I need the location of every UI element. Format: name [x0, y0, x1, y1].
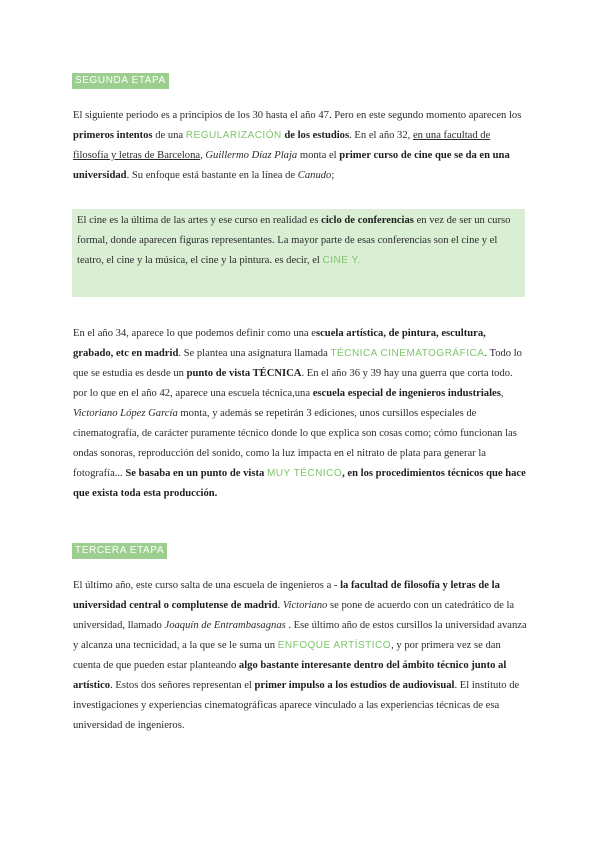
section-heading-segunda-etapa: SEGUNDA ETAPA	[72, 73, 169, 89]
section-heading-tercera-etapa: TERCERA ETAPA	[72, 543, 167, 559]
paragraph-segunda-etapa-intro	[73, 106, 528, 186]
text: . Su enfoque está bastante en la línea de	[126, 170, 298, 181]
text: El último año, este curso salta de una escuela de ingenieros a -	[73, 580, 341, 591]
text: . El instituto de investigaciones y experiencias cinematográficas aparece vinculado a las experiencias técnicas de esa universidad de ingenieros.	[73, 680, 520, 731]
text: . Ese último año de estos cursillos la universidad avanza y alcanza una tecnicidad, a la que se le suma un	[73, 620, 527, 651]
bold-text: escuela especial de ingenieros industriales	[312, 388, 501, 399]
bold-text: , en los procedimientos técnicos que hace que exista toda esta producción.	[73, 468, 526, 499]
text: ;	[331, 170, 335, 181]
text: de una	[152, 130, 186, 141]
text: El siguiente periodo es a principios de los 30 hasta el año 47. Pero en este segundo momento aparecen los	[73, 110, 522, 121]
text: ,	[200, 150, 206, 161]
bold-text: primeros intentos	[73, 130, 153, 141]
bold-text: la facultad de filosofía y letras de la universidad central o complutense de madrid	[73, 580, 500, 611]
highlight-text: CINE Y.	[322, 255, 361, 266]
text: monta el	[297, 150, 340, 161]
highlight-text: TÉCNICA CINEMATOGRÁFICA	[330, 348, 485, 359]
bold-text: Se basaba en un punto de vista	[125, 468, 267, 479]
italic-text: Victoriano	[282, 600, 328, 611]
text: se pone de acuerdo con un catedrático de la universidad, llamado	[73, 600, 515, 631]
text: . En el año 36 y 39 hay una guerra que corta todo. por lo que en el año 42, aparece una escuela técnica,una	[73, 368, 513, 399]
text: , y por primera vez se dan cuenta de que pueden estar planteando	[73, 640, 501, 671]
italic-text: Joaquín de Entrambasagnas	[164, 620, 286, 631]
underlined-text: en una facultad de filosofía y letras de Barcelona	[73, 130, 491, 161]
bold-text: punto de vista TÉCNICA	[186, 368, 302, 379]
bold-text: algo bastante interesante dentro del ámbito técnico junto al artístico	[73, 660, 507, 691]
text: en vez de ser un curso formal, donde aparecen figuras representantes. La mayor parte de esas conferencias son el cine y el teatro, el cine y la música, el cine y la pintura. es decir, el	[77, 215, 511, 266]
text: En el año 34, aparece lo que podemos definir como una e	[73, 328, 316, 339]
highlight-text: REGULARIZACIÓN	[185, 130, 282, 141]
text: . Se plantea una asignatura llamada	[178, 348, 331, 359]
text: El cine es la última de las artes y ese curso en realidad es	[77, 215, 322, 226]
italic-text: Victoriano López García	[73, 408, 178, 419]
italic-text: Canudo	[297, 170, 332, 181]
bold-text: ciclo de conferencias	[321, 215, 414, 226]
bold-text: primer impulso a los estudios de audiovisual	[254, 680, 455, 691]
bold-text: scuela artística, de pintura, escultura, grabado, etc en madrid	[73, 328, 486, 359]
text: .	[277, 600, 283, 611]
callout-box	[72, 209, 525, 297]
paragraph-segunda-etapa-body	[73, 324, 528, 504]
text: ,	[500, 388, 504, 399]
text: monta, y además se repetirán 3 ediciones, unos cursillos especiales de cinematografía, de carácter puramente técnico donde lo que explica son cosas como; cómo funcionan las ondas sonoras, reproducción del sonido, como la luz impacta en el nitrato de plata para generar la fotografía...	[73, 408, 517, 479]
text: . Todo lo que se estudia es desde un	[73, 348, 522, 379]
text: . Estos dos señores representan el	[110, 680, 255, 691]
bold-text: primer curso de cine que se da en una universidad	[73, 150, 510, 181]
bold-text: de los estudios	[281, 130, 350, 141]
paragraph-tercera-etapa	[73, 576, 528, 736]
italic-text: Guillermo Díaz Plaja	[205, 150, 298, 161]
text: . En el año 32,	[349, 130, 413, 141]
highlight-text: MUY TÉCNICO	[266, 468, 343, 479]
highlight-text: ENFOQUE ARTÍSTICO	[277, 640, 392, 651]
